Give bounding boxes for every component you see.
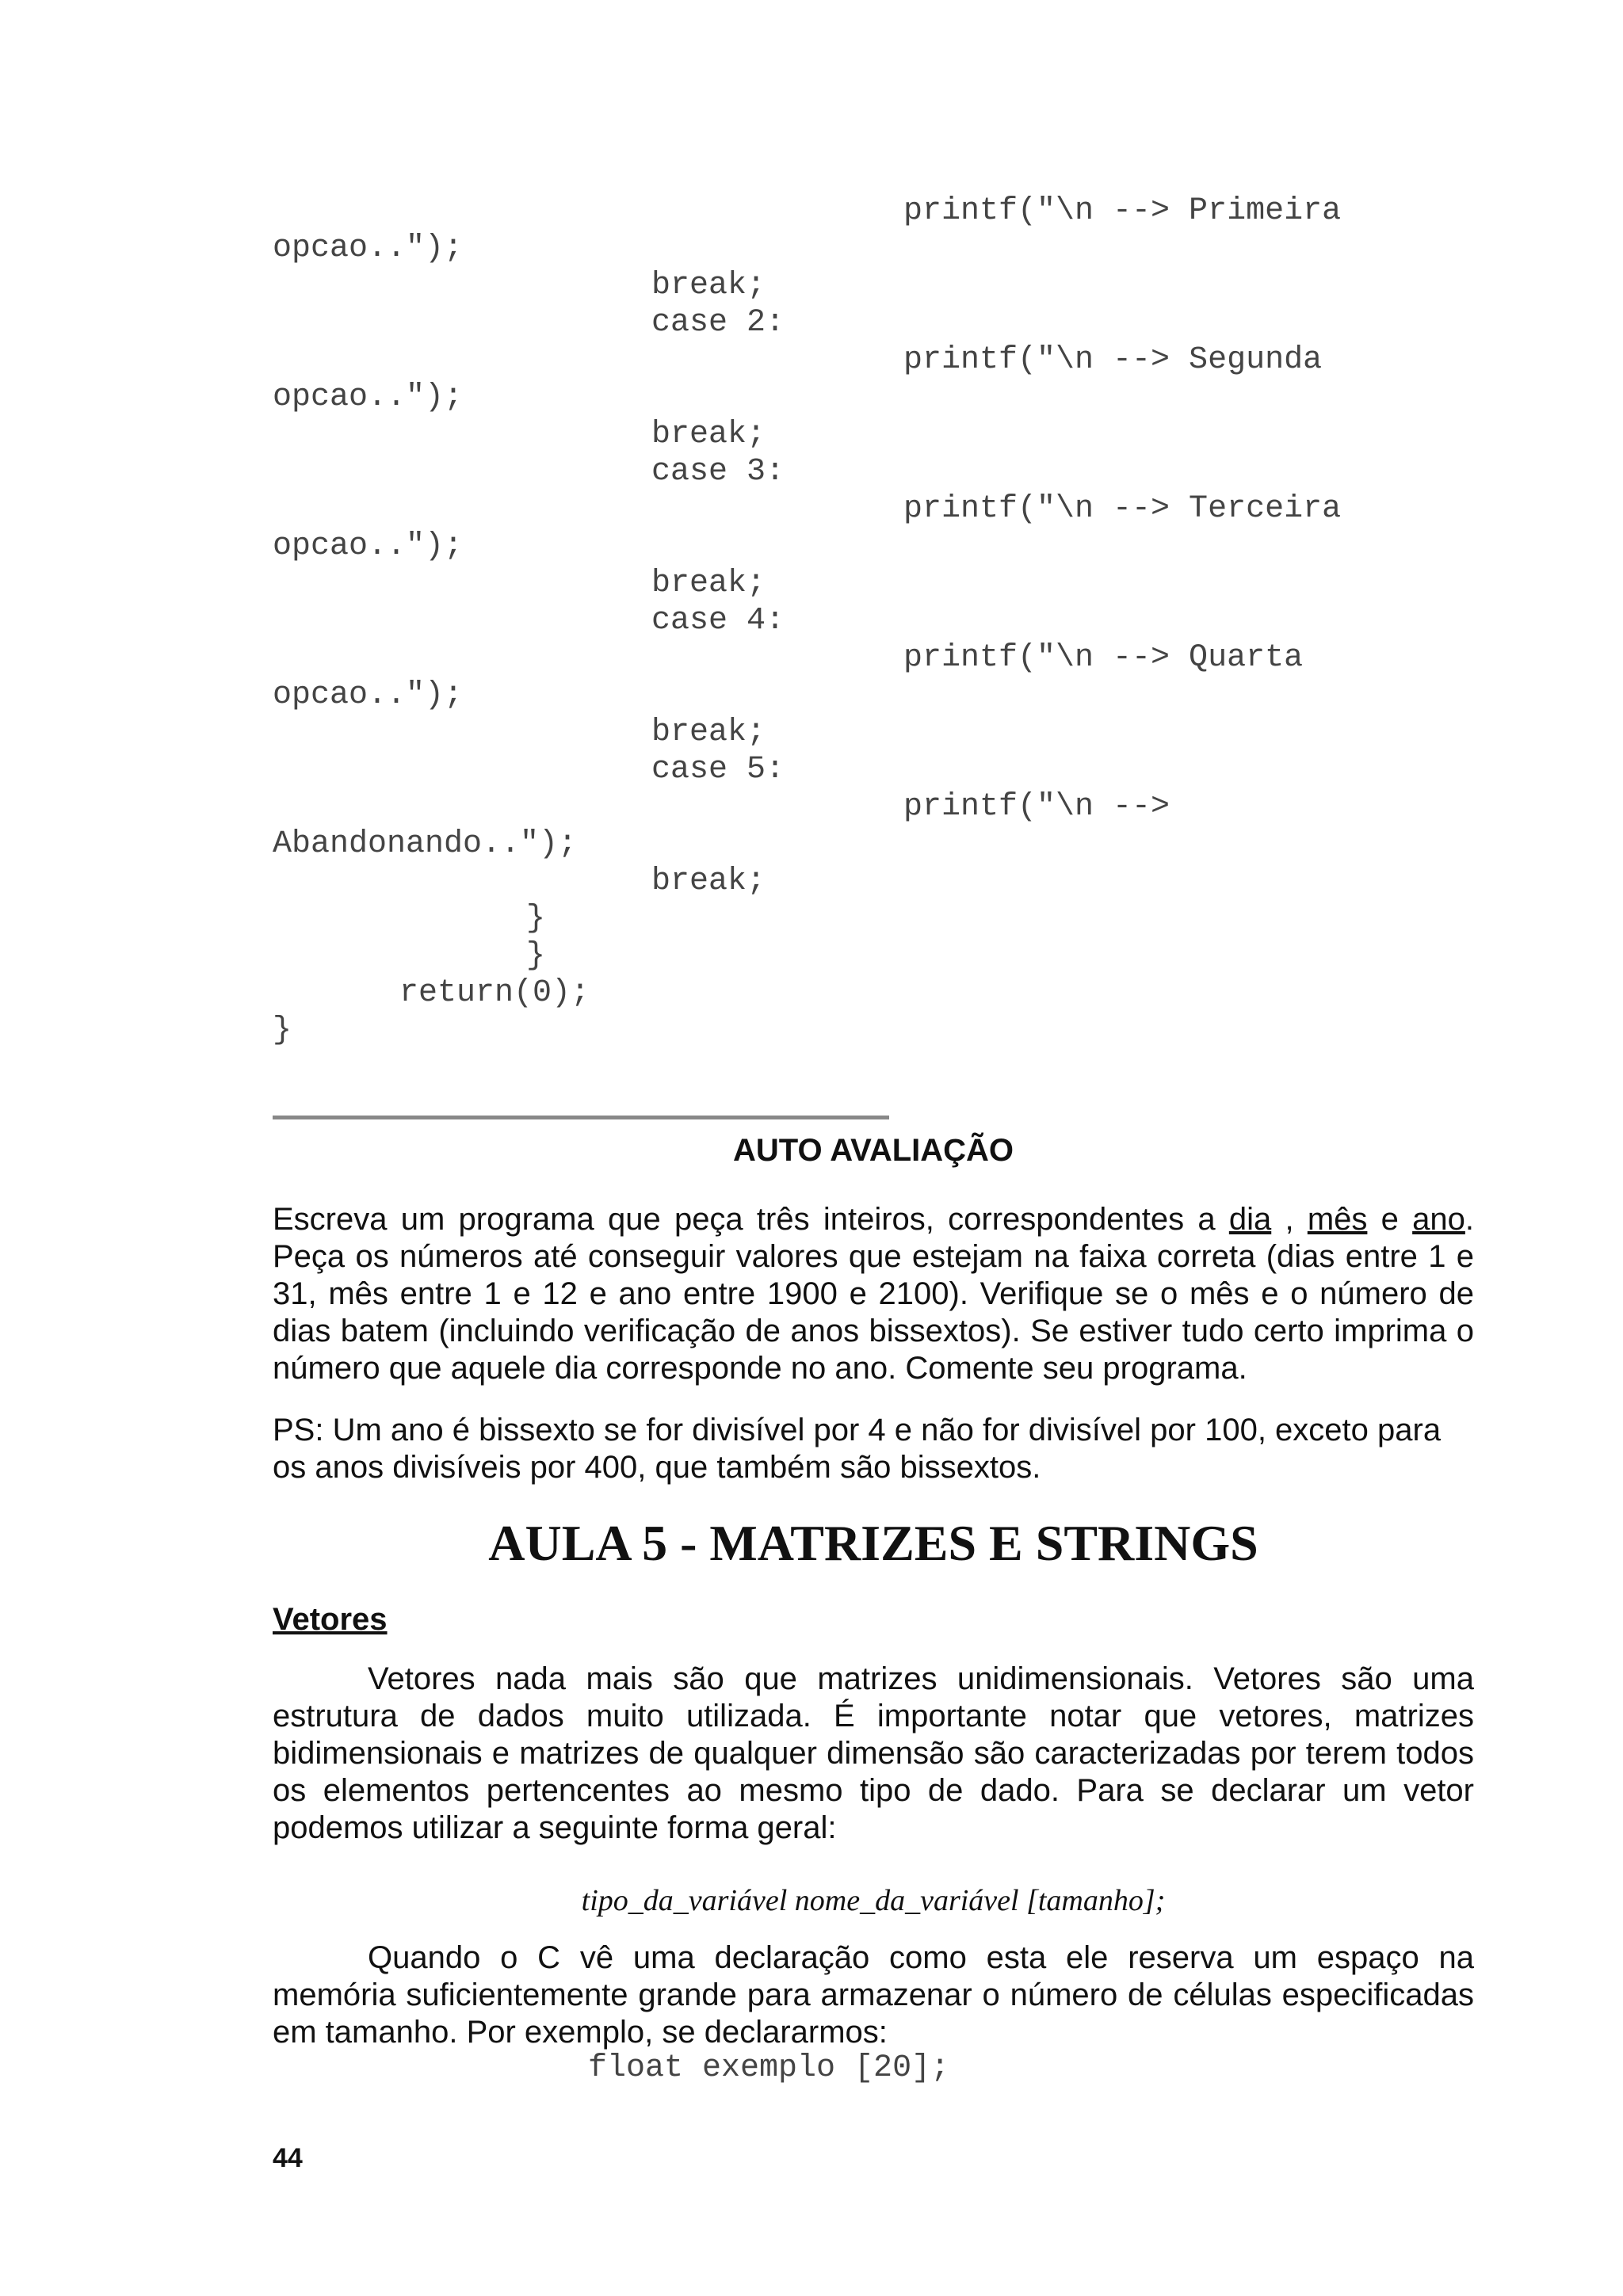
code-line: break; bbox=[651, 417, 766, 452]
code-line: opcao.."); bbox=[273, 677, 464, 713]
self-evaluation-paragraph: Escreva um programa que peça três inteiros, correspondentes a dia , mês e ano. Peça os números até conseguir valores que estejam na faixa correta (dias entre 1 e 31, mês entre 1 e 12 e ano entre 1900 e 2100). Verifique se o mês e o número de dias batem (incluindo verificação de anos bissextos). Se estiver tudo certo imprima o número que aquele dia corresponde no ano. Comente seu programa. bbox=[273, 1202, 1474, 1386]
code-line: break; bbox=[651, 566, 766, 601]
section-divider bbox=[273, 1116, 889, 1119]
underlined-word-mes: mês bbox=[1307, 1202, 1368, 1237]
underlined-word-ano: ano bbox=[1412, 1202, 1465, 1237]
self-evaluation-heading: AUTO AVALIAÇÃO bbox=[732, 1133, 1014, 1168]
code-line: Abandonando.."); bbox=[273, 826, 578, 862]
example-code: float exemplo [20]; bbox=[588, 2050, 950, 2086]
code-line: printf("\n --> Primeira bbox=[903, 193, 1342, 229]
code-line: printf("\n --> Segunda bbox=[903, 342, 1323, 378]
vectors-subheading: Vetores bbox=[273, 1602, 388, 1637]
code-line: break; bbox=[651, 864, 766, 899]
code-line: return(0); bbox=[399, 975, 590, 1011]
code-line: case 3: bbox=[651, 454, 785, 490]
code-line: case 5: bbox=[651, 752, 785, 788]
code-line: case 4: bbox=[651, 603, 785, 639]
code-line: break; bbox=[651, 268, 766, 303]
code-line: printf("\n --> Terceira bbox=[903, 491, 1342, 527]
code-line: opcao.."); bbox=[273, 528, 464, 564]
underlined-word-dia: dia bbox=[1228, 1202, 1272, 1237]
page-number: 44 bbox=[273, 2143, 303, 2173]
code-line: printf("\n --> Quarta bbox=[903, 640, 1304, 676]
code-line: } bbox=[526, 901, 546, 936]
general-form-syntax: tipo_da_variável nome_da_variável [tamanho]; bbox=[581, 1884, 1166, 1917]
code-line: opcao.."); bbox=[273, 379, 464, 415]
code-line: break; bbox=[651, 715, 766, 750]
code-line: case 2: bbox=[651, 305, 785, 341]
vectors-paragraph: Vetores nada mais são que matrizes unidimensionais. Vetores são uma estrutura de dados muito utilizada. É importante notar que vetores, matrizes bidimensionais e matrizes de qualquer dimensão são caracterizadas por terem todos os elementos pertencentes ao mesmo tipo de dado. Para se declarar um vetor podemos utilizar a seguinte forma geral: bbox=[273, 1661, 1474, 1845]
code-line: printf("\n --> bbox=[903, 789, 1170, 825]
declaration-paragraph: Quando o C vê uma declaração como esta ele reserva um espaço na memória suficientemente grande para armazenar o número de células especificadas em tamanho. Por exemplo, se declararmos: bbox=[273, 1940, 1474, 2050]
code-line: opcao.."); bbox=[273, 231, 464, 266]
code-line: } bbox=[526, 938, 546, 974]
lesson-title: AULA 5 - MATRIZES E STRINGS bbox=[488, 1515, 1258, 1571]
code-line: } bbox=[273, 1013, 292, 1048]
leap-year-note: PS: Um ano é bissexto se for divisível por 4 e não for divisível por 100, exceto para os anos divisíveis por 400, que também são bissextos. bbox=[273, 1413, 1442, 1485]
